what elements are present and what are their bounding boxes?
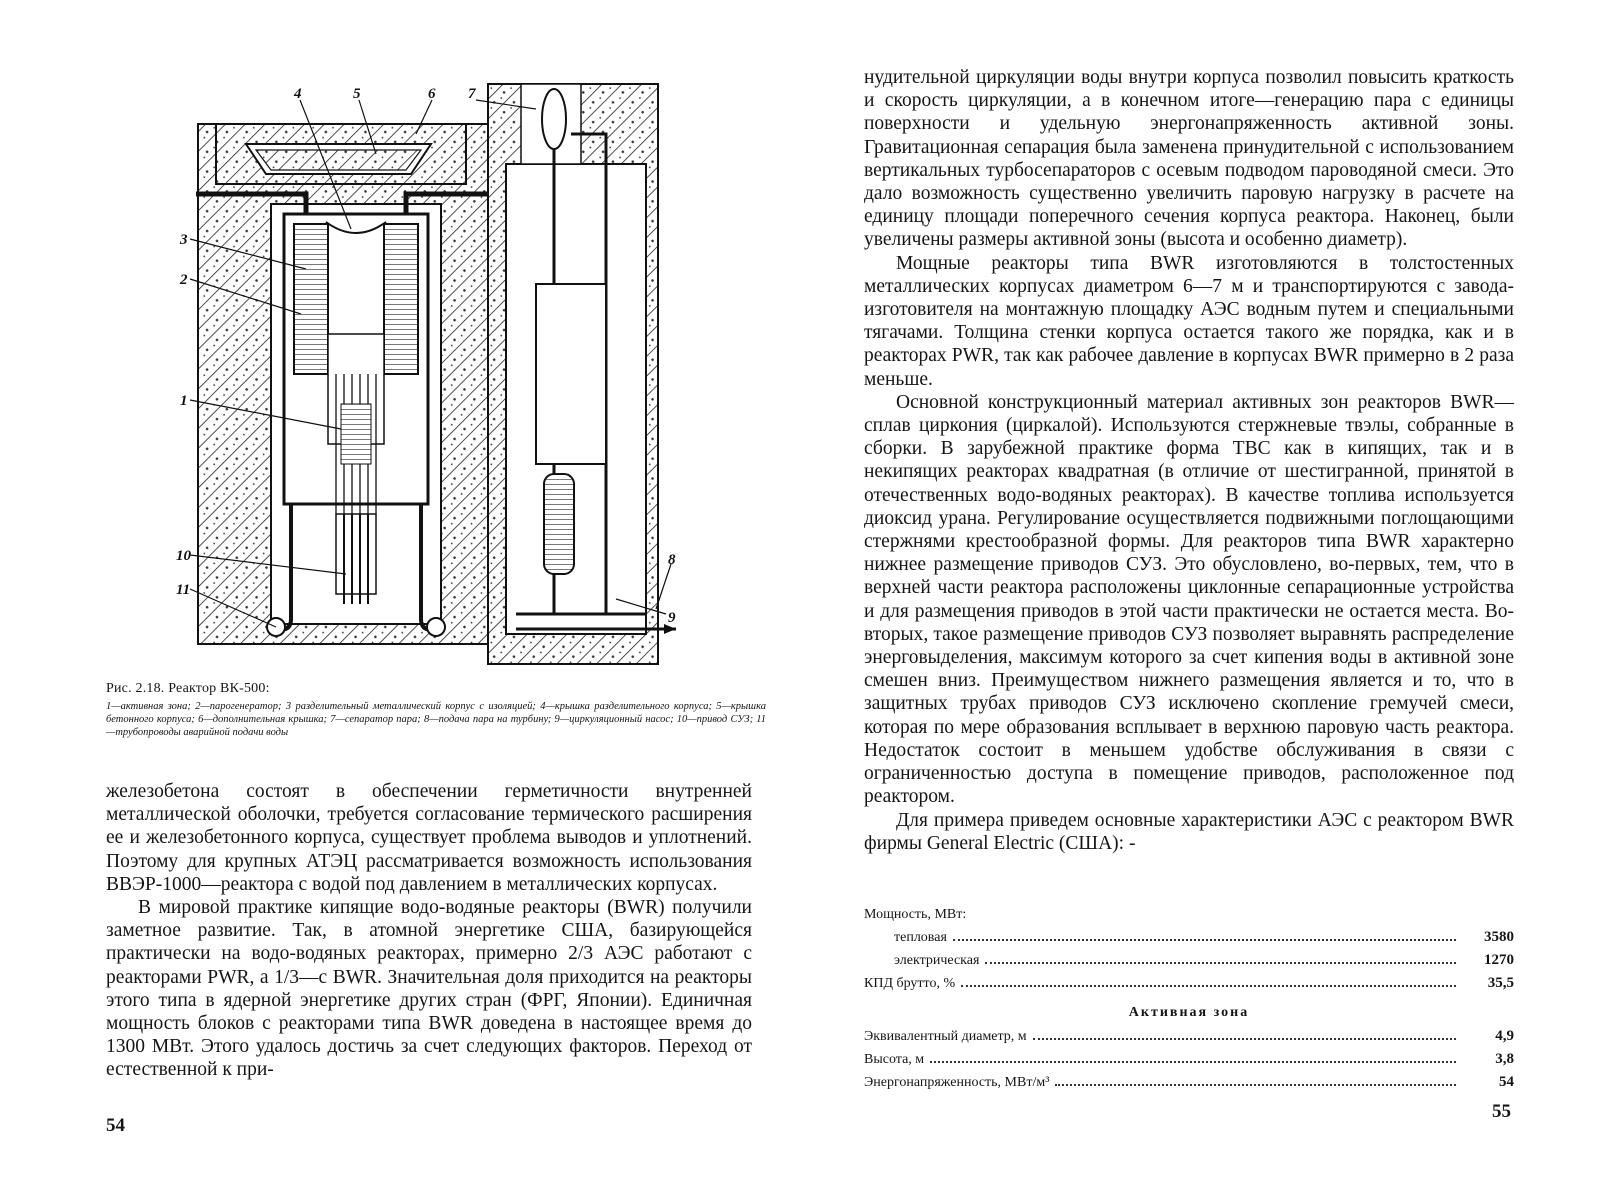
callout-1: 1: [180, 393, 188, 409]
right-page: [800, 0, 1600, 1191]
paragraph: нудительной циркуляции воды внутри корпуса позволил повысить краткость и скорость циркуляции, а в конечном итоге—генерацию пара с единицы поверхности и удельную энергонапряженность активной зоны. Гравитационная сепарация была заменена принудительной с использованием вертикальных турбосепараторов с осевым подводом пароводяной смеси. Это дало возможность существенно увеличить паровую нагрузку в расчете на единицу площади поперечного сечения корпуса реактора. Наконец, были увеличены размеры активной зоны (высота и особенно диаметр).: [864, 67, 1514, 251]
callout-10: 10: [176, 548, 191, 564]
spec-power-label: Мощность, МВт:: [864, 907, 967, 922]
right-body-text: [864, 66, 1514, 855]
callout-8: 8: [668, 552, 676, 568]
paragraph: Мощные реакторы типа BWR изготовляются в толстостенных металлических корпусах диаметром 6—7 м и транспортируются с завода-изготовителя на монтажную площадку АЭС водным путем и специальными тягачами. Толщина стенки корпуса остается такого же порядка, как и в реакторах PWR, так как рабочее давление в корпусах BWR примерно в 2 раза меньше.: [864, 252, 1514, 390]
pipe-right: [427, 618, 445, 636]
paragraph: Для примера приведем основные характеристики АЭС с реактором BWR фирмы General Electric (США): -: [864, 809, 1514, 854]
control-rod-drives: [336, 514, 376, 594]
callout-6: 6: [428, 86, 436, 102]
caption-legend: 1—активная зона; 2—парогенератор; 3 разделительный металлический корпус с изоляцией; 4—крышка разделительного корпуса; 5—крышка бетонного корпуса; 6—дополнительная крышка; 7—сепаратор пара; 8—подача пара на турбину; 9—циркуляционный насос; 10—привод СУЗ; 11—трубопроводы аварийной подачи воды: [106, 701, 766, 738]
reactor-diagram: [176, 74, 696, 674]
page-number-right: 55: [1492, 1101, 1511, 1122]
steam-separator: [542, 89, 566, 149]
caption-title: Рис. 2.18. Реактор ВК-500:: [106, 681, 270, 696]
spec-table: [864, 907, 1514, 1097]
page-number-left: 54: [106, 1115, 125, 1136]
spec-row: Энергонапряженность, МВт/м³ 54: [864, 1074, 1514, 1090]
callout-11: 11: [176, 582, 191, 598]
spec-section-heading: Активная зона: [1128, 1005, 1250, 1020]
steam-generator-left: [294, 224, 328, 374]
figure-caption: [106, 680, 766, 739]
left-body-text: [106, 780, 752, 1082]
callout-9: 9: [668, 610, 676, 626]
callout-5: 5: [353, 86, 361, 102]
spec-row: электрическая 1270: [894, 952, 1514, 968]
spec-row: тепловая 3580: [894, 929, 1514, 945]
paragraph: Основной конструкционный материал активных зон реакторов BWR—сплав циркония (циркалой). Используются стержневые твэлы, собранные в сборки. В зарубежной практике форма ТВС как в кипящих, так и в некипящих реакторах квадратная (в отличие от шестигранной, принятой в отечественных водо-водяных реакторах). В качестве топлива используется диоксид урана. Регулирование осуществляется подвижными поглощающими стержнями крестообразной формы. Для реакторов типа BWR характерно нижнее размещение приводов СУЗ. Это обусловлено, во-первых, тем, что в верхней части реактора расположены циклонные сепарационные устройства и для размещения приводов в этой части практически не остается места. Во-вторых, такое размещение приводов СУЗ позволяет выравнять распределение энерговыделения, максимум которого за счет кипения воды в активной зоне смешен вниз. Преимуществом нижнего размещения является и то, что в защитных трубах приводов СУЗ исключено скопление гремучей смеси, которая по мере образования всплывает в верхнюю паровую часть реактора. Недостаток состоит в меньшем удобстве обслуживания в связи с ограниченностью доступа в помещение приводов, расположенное под реактором.: [864, 391, 1514, 808]
callout-2: 2: [180, 272, 188, 288]
spec-row: Эквивалентный диаметр, м 4,9: [864, 1028, 1514, 1044]
callout-3: 3: [180, 232, 188, 248]
reactor-figure: [176, 74, 696, 674]
spec-row: КПД брутто, % 35,5: [864, 975, 1514, 991]
callout-7: 7: [468, 86, 476, 102]
callout-4: 4: [294, 86, 302, 102]
spec-row: Высота, м 3,8: [864, 1051, 1514, 1067]
paragraph: В мировой практике кипящие водо-водяные реакторы (BWR) получили заметное развитие. Так, в атомной энергетике США, базирующейся практически на водо-водяных реакторах, примерно 2/3 АЭС работают с реакторами PWR, а 1/3—с BWR. Значительная доля приходится на реакторы этого типа в ядерной энергетике других стран (ФРГ, Японии). Единичная мощность блоков с реакторами типа BWR доведена в настоящее время до 1300 МВт. Этого удалось достичь за счет следующих факторов. Переход от естественной к при-: [106, 897, 752, 1081]
paragraph: железобетона состоят в обеспечении герметичности внутренней металлической оболочки, требуется согласование термического расширения ее и железобетонного корпуса, существует проблема выводов и уплотнений. Поэтому для крупных АТЭЦ рассматривается возможность использования ВВЭР-1000—реактора с водой под давлением в металлических корпусах.: [106, 781, 752, 895]
circulation-pump: [544, 474, 574, 574]
steam-generator-right: [384, 224, 418, 374]
